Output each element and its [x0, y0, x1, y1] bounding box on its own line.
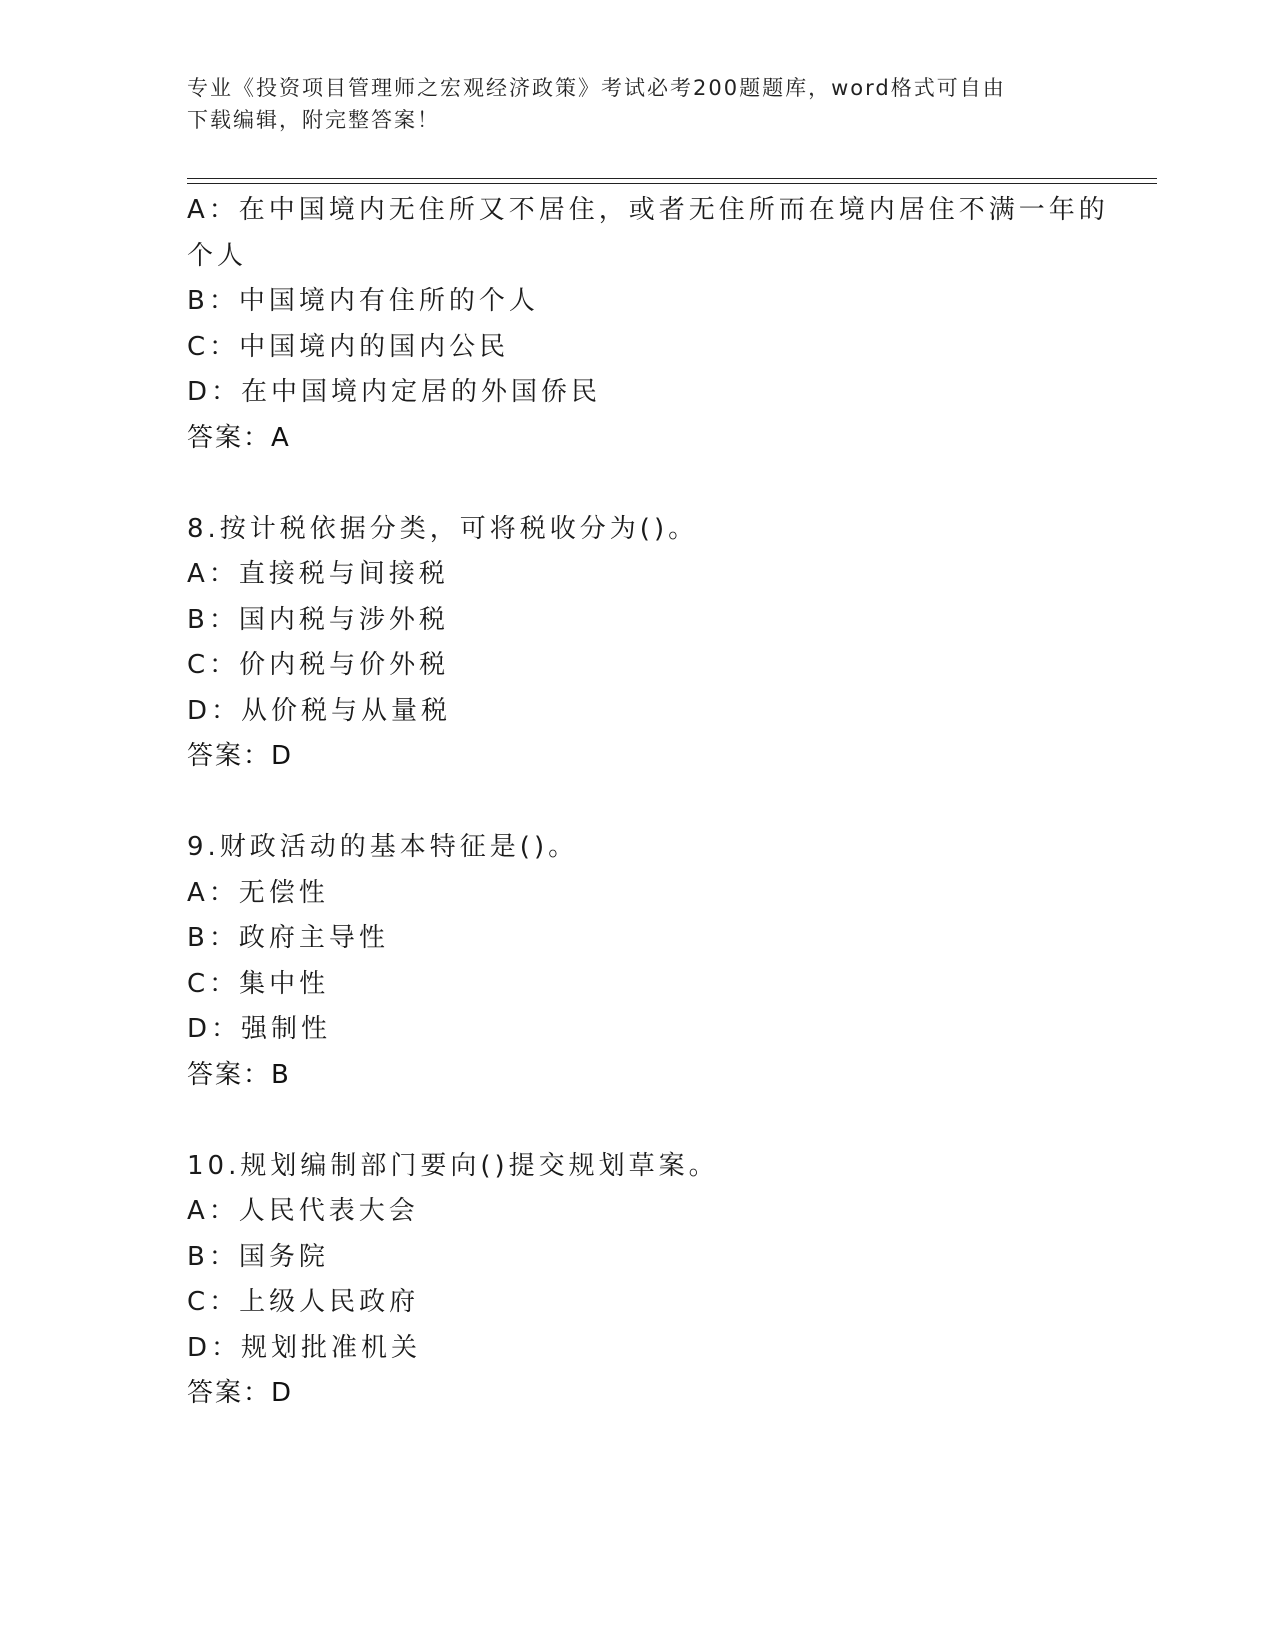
option-d: D：在中国境内定居的外国侨民	[187, 377, 602, 407]
question-stem: 10.规划编制部门要向()提交规划草案。	[187, 1150, 719, 1181]
question-list	[187, 188, 1109, 1417]
option-c: C：价内税与价外税	[187, 650, 450, 680]
question-stem: 9.财政活动的基本特征是()。	[187, 832, 579, 862]
header-line-2: 下载编辑，附完整答案！	[187, 108, 440, 132]
header-divider-bottom	[187, 183, 1157, 184]
option-d: D：从价税与从量税	[187, 695, 452, 726]
spacer	[187, 1098, 1087, 1144]
option-b: B：中国境内有住所的个人	[187, 286, 539, 316]
answer: 答案：B	[187, 1059, 291, 1090]
spacer	[187, 461, 1087, 507]
header-line-1: 专业《投资项目管理师之宏观经济政策》考试必考200题题库，word格式可自由	[187, 76, 1006, 100]
option-d: D：强制性	[187, 1014, 332, 1044]
option-a-continuation: 个人	[187, 240, 248, 271]
spacer	[187, 780, 1087, 826]
option-a: A：人民代表大会	[187, 1196, 419, 1226]
option-c: C：上级人民政府	[187, 1287, 420, 1317]
answer: 答案：D	[187, 741, 294, 771]
option-b: B：国内税与涉外税	[187, 604, 449, 635]
option-c: C：集中性	[187, 968, 330, 999]
document-header	[187, 72, 1087, 136]
option-b: B：国务院	[187, 1241, 329, 1272]
question-9	[187, 825, 1087, 1098]
question-stem: 8.按计税依据分类，可将税收分为()。	[187, 513, 699, 544]
option-b: B：政府主导性	[187, 923, 389, 953]
option-a: A：无偿性	[187, 877, 329, 908]
answer: 答案：A	[187, 422, 291, 453]
option-c: C：中国境内的国内公民	[187, 331, 510, 362]
answer: 答案：D	[187, 1378, 294, 1408]
question-10	[187, 1144, 1087, 1417]
option-d: D：规划批准机关	[187, 1332, 422, 1363]
option-a: A：在中国境内无住所又不居住，或者无住所而在境内居住不满一年的	[187, 195, 1109, 225]
header-divider-top	[187, 178, 1157, 179]
question-continued	[187, 188, 1109, 461]
option-a: A：直接税与间接税	[187, 559, 449, 589]
question-8	[187, 507, 1087, 780]
